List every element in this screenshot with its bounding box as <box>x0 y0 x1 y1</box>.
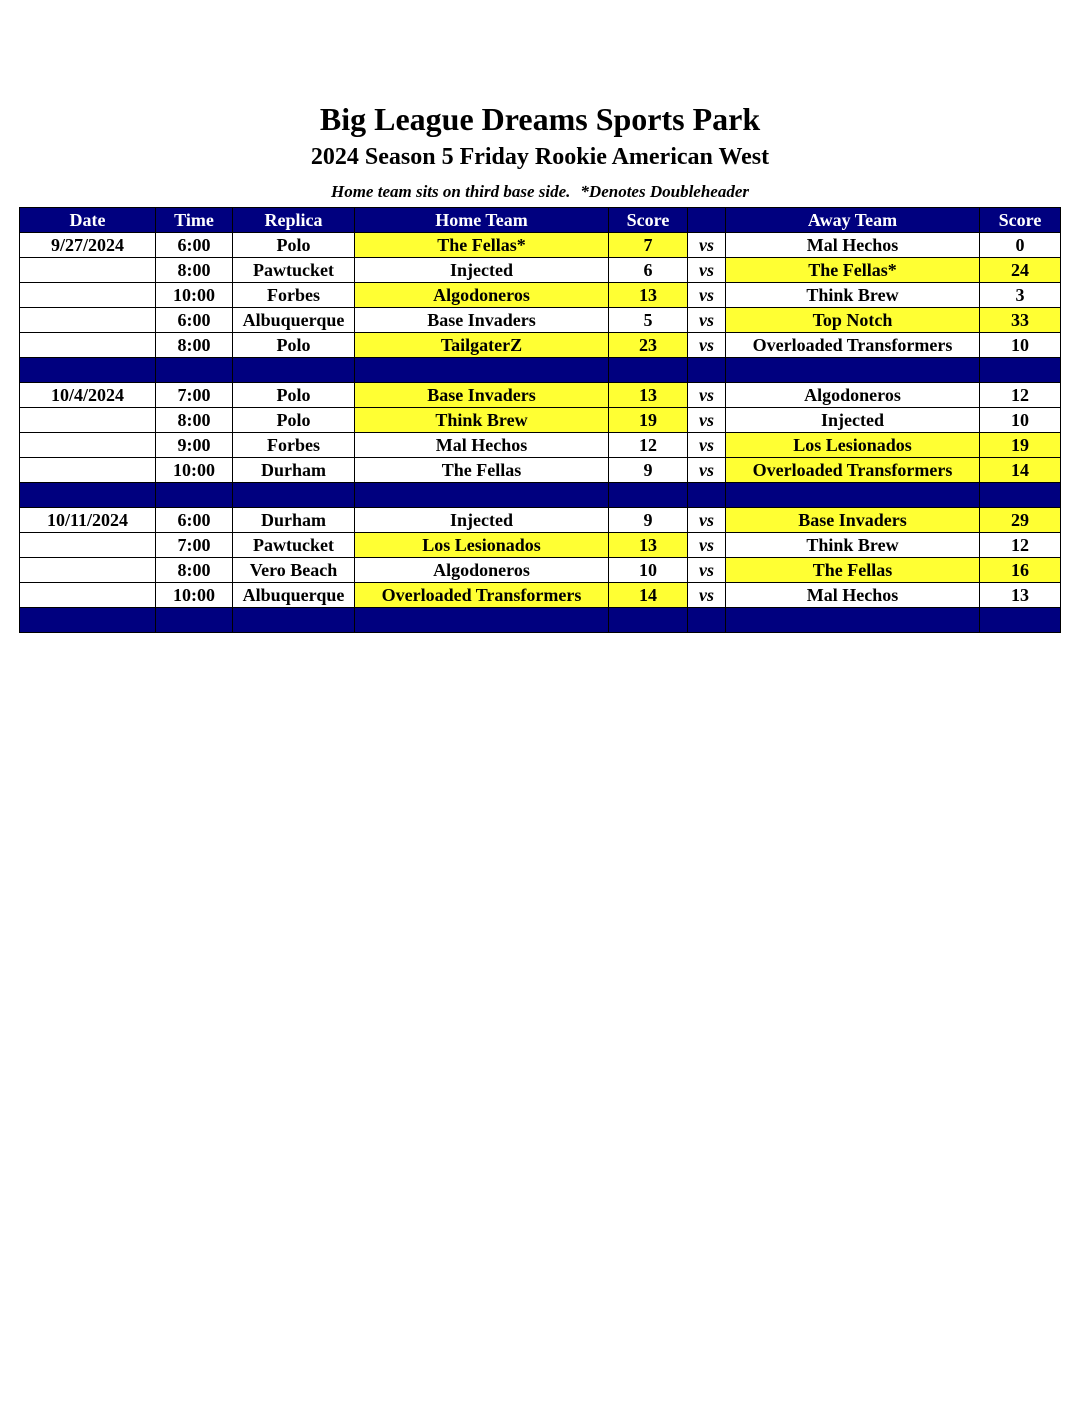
away-score-cell: 0 <box>980 233 1061 258</box>
table-row <box>20 583 1061 608</box>
date-cell <box>20 258 156 283</box>
away-team-cell: Mal Hechos <box>726 583 980 608</box>
replica-cell: Durham <box>233 458 355 483</box>
column-header-vs <box>688 208 726 233</box>
separator-cell <box>726 483 980 508</box>
vs-cell: vs <box>688 233 726 258</box>
replica-cell: Polo <box>233 408 355 433</box>
note-doubleheader: *Denotes Doubleheader <box>580 182 749 201</box>
away-score-cell: 24 <box>980 258 1061 283</box>
away-team-cell: Injected <box>726 408 980 433</box>
time-cell: 8:00 <box>156 408 233 433</box>
separator-cell <box>233 358 355 383</box>
time-cell: 7:00 <box>156 533 233 558</box>
column-header-away-team: Away Team <box>726 208 980 233</box>
table-row <box>20 383 1061 408</box>
date-cell <box>20 533 156 558</box>
home-score-cell: 12 <box>609 433 688 458</box>
vs-cell: vs <box>688 533 726 558</box>
column-header-time: Time <box>156 208 233 233</box>
away-team-cell: The Fellas* <box>726 258 980 283</box>
away-score-cell: 12 <box>980 533 1061 558</box>
separator-cell <box>233 483 355 508</box>
vs-cell: vs <box>688 333 726 358</box>
replica-cell: Polo <box>233 233 355 258</box>
replica-cell: Pawtucket <box>233 533 355 558</box>
table-row <box>20 558 1061 583</box>
separator-cell <box>609 358 688 383</box>
page-subtitle: 2024 Season 5 Friday Rookie American West <box>310 144 770 170</box>
separator-cell <box>980 483 1061 508</box>
column-header-home-team: Home Team <box>355 208 609 233</box>
column-header-away-score: Score <box>980 208 1061 233</box>
away-score-cell: 16 <box>980 558 1061 583</box>
home-score-cell: 13 <box>609 283 688 308</box>
date-cell <box>20 333 156 358</box>
separator-cell <box>609 483 688 508</box>
time-cell: 10:00 <box>156 583 233 608</box>
home-score-cell: 23 <box>609 333 688 358</box>
home-team-cell: The Fellas* <box>355 233 609 258</box>
home-team-cell: Base Invaders <box>355 383 609 408</box>
table-row <box>20 533 1061 558</box>
away-team-cell: Los Lesionados <box>726 433 980 458</box>
page-title: Big League Dreams Sports Park <box>319 101 761 137</box>
separator-row <box>20 608 1061 633</box>
away-team-cell: Overloaded Transformers <box>726 333 980 358</box>
away-score-cell: 13 <box>980 583 1061 608</box>
replica-cell: Forbes <box>233 433 355 458</box>
home-score-cell: 14 <box>609 583 688 608</box>
separator-cell <box>688 483 726 508</box>
time-cell: 7:00 <box>156 383 233 408</box>
vs-cell: vs <box>688 458 726 483</box>
time-cell: 9:00 <box>156 433 233 458</box>
home-team-cell: TailgaterZ <box>355 333 609 358</box>
home-team-cell: Injected <box>355 508 609 533</box>
home-score-cell: 10 <box>609 558 688 583</box>
vs-cell: vs <box>688 508 726 533</box>
home-score-cell: 13 <box>609 383 688 408</box>
vs-cell: vs <box>688 408 726 433</box>
time-cell: 8:00 <box>156 558 233 583</box>
away-score-cell: 19 <box>980 433 1061 458</box>
time-cell: 6:00 <box>156 508 233 533</box>
home-team-cell: Base Invaders <box>355 308 609 333</box>
home-score-cell: 19 <box>609 408 688 433</box>
date-cell <box>20 458 156 483</box>
time-cell: 8:00 <box>156 258 233 283</box>
separator-row <box>20 358 1061 383</box>
replica-cell: Vero Beach <box>233 558 355 583</box>
vs-cell: vs <box>688 283 726 308</box>
away-team-cell: Overloaded Transformers <box>726 458 980 483</box>
home-team-cell: Injected <box>355 258 609 283</box>
away-team-cell: Think Brew <box>726 533 980 558</box>
replica-cell: Durham <box>233 508 355 533</box>
table-row <box>20 408 1061 433</box>
home-score-cell: 6 <box>609 258 688 283</box>
header-row <box>20 208 1061 233</box>
separator-cell <box>20 358 156 383</box>
column-header-home-score: Score <box>609 208 688 233</box>
separator-cell <box>980 608 1061 633</box>
time-cell: 6:00 <box>156 233 233 258</box>
home-score-cell: 9 <box>609 508 688 533</box>
separator-cell <box>688 358 726 383</box>
date-cell <box>20 408 156 433</box>
home-team-cell: Algodoneros <box>355 283 609 308</box>
date-cell <box>20 433 156 458</box>
vs-cell: vs <box>688 558 726 583</box>
away-score-cell: 12 <box>980 383 1061 408</box>
away-team-cell: Mal Hechos <box>726 233 980 258</box>
table-row <box>20 508 1061 533</box>
away-score-cell: 14 <box>980 458 1061 483</box>
separator-cell <box>355 483 609 508</box>
away-score-cell: 10 <box>980 408 1061 433</box>
replica-cell: Forbes <box>233 283 355 308</box>
separator-cell <box>726 358 980 383</box>
replica-cell: Pawtucket <box>233 258 355 283</box>
away-score-cell: 33 <box>980 308 1061 333</box>
column-header-date: Date <box>20 208 156 233</box>
away-team-cell: Algodoneros <box>726 383 980 408</box>
away-team-cell: Think Brew <box>726 283 980 308</box>
replica-cell: Albuquerque <box>233 583 355 608</box>
table-row <box>20 433 1061 458</box>
home-team-cell: Overloaded Transformers <box>355 583 609 608</box>
date-cell <box>20 283 156 308</box>
separator-cell <box>20 608 156 633</box>
separator-cell <box>20 483 156 508</box>
separator-cell <box>156 608 233 633</box>
vs-cell: vs <box>688 308 726 333</box>
time-cell: 8:00 <box>156 333 233 358</box>
vs-cell: vs <box>688 383 726 408</box>
table-row <box>20 258 1061 283</box>
home-score-cell: 9 <box>609 458 688 483</box>
table-row <box>20 458 1061 483</box>
away-score-cell: 29 <box>980 508 1061 533</box>
replica-cell: Polo <box>233 383 355 408</box>
separator-cell <box>233 608 355 633</box>
away-team-cell: The Fellas <box>726 558 980 583</box>
home-score-cell: 13 <box>609 533 688 558</box>
schedule-body <box>20 233 1061 633</box>
separator-row <box>20 483 1061 508</box>
away-team-cell: Top Notch <box>726 308 980 333</box>
separator-cell <box>156 358 233 383</box>
separator-cell <box>355 358 609 383</box>
time-cell: 6:00 <box>156 308 233 333</box>
separator-cell <box>156 483 233 508</box>
away-score-cell: 10 <box>980 333 1061 358</box>
away-team-cell: Base Invaders <box>726 508 980 533</box>
separator-cell <box>688 608 726 633</box>
date-cell: 9/27/2024 <box>20 233 156 258</box>
vs-cell: vs <box>688 433 726 458</box>
home-team-cell: The Fellas <box>355 458 609 483</box>
table-row <box>20 308 1061 333</box>
separator-cell <box>726 608 980 633</box>
replica-cell: Albuquerque <box>233 308 355 333</box>
date-cell <box>20 558 156 583</box>
home-score-cell: 5 <box>609 308 688 333</box>
separator-cell <box>609 608 688 633</box>
home-team-cell: Algodoneros <box>355 558 609 583</box>
table-row <box>20 283 1061 308</box>
table-row <box>20 333 1061 358</box>
vs-cell: vs <box>688 258 726 283</box>
home-score-cell: 7 <box>609 233 688 258</box>
schedule-note <box>0 181 1080 203</box>
away-score-cell: 3 <box>980 283 1061 308</box>
home-team-cell: Mal Hechos <box>355 433 609 458</box>
date-cell: 10/11/2024 <box>20 508 156 533</box>
replica-cell: Polo <box>233 333 355 358</box>
separator-cell <box>980 358 1061 383</box>
date-cell <box>20 308 156 333</box>
separator-cell <box>355 608 609 633</box>
note-home-team: Home team sits on third base side. <box>330 182 571 201</box>
time-cell: 10:00 <box>156 283 233 308</box>
column-header-replica: Replica <box>233 208 355 233</box>
date-cell <box>20 583 156 608</box>
date-cell: 10/4/2024 <box>20 383 156 408</box>
schedule-table <box>19 207 1061 633</box>
vs-cell: vs <box>688 583 726 608</box>
table-row <box>20 233 1061 258</box>
home-team-cell: Think Brew <box>355 408 609 433</box>
time-cell: 10:00 <box>156 458 233 483</box>
home-team-cell: Los Lesionados <box>355 533 609 558</box>
